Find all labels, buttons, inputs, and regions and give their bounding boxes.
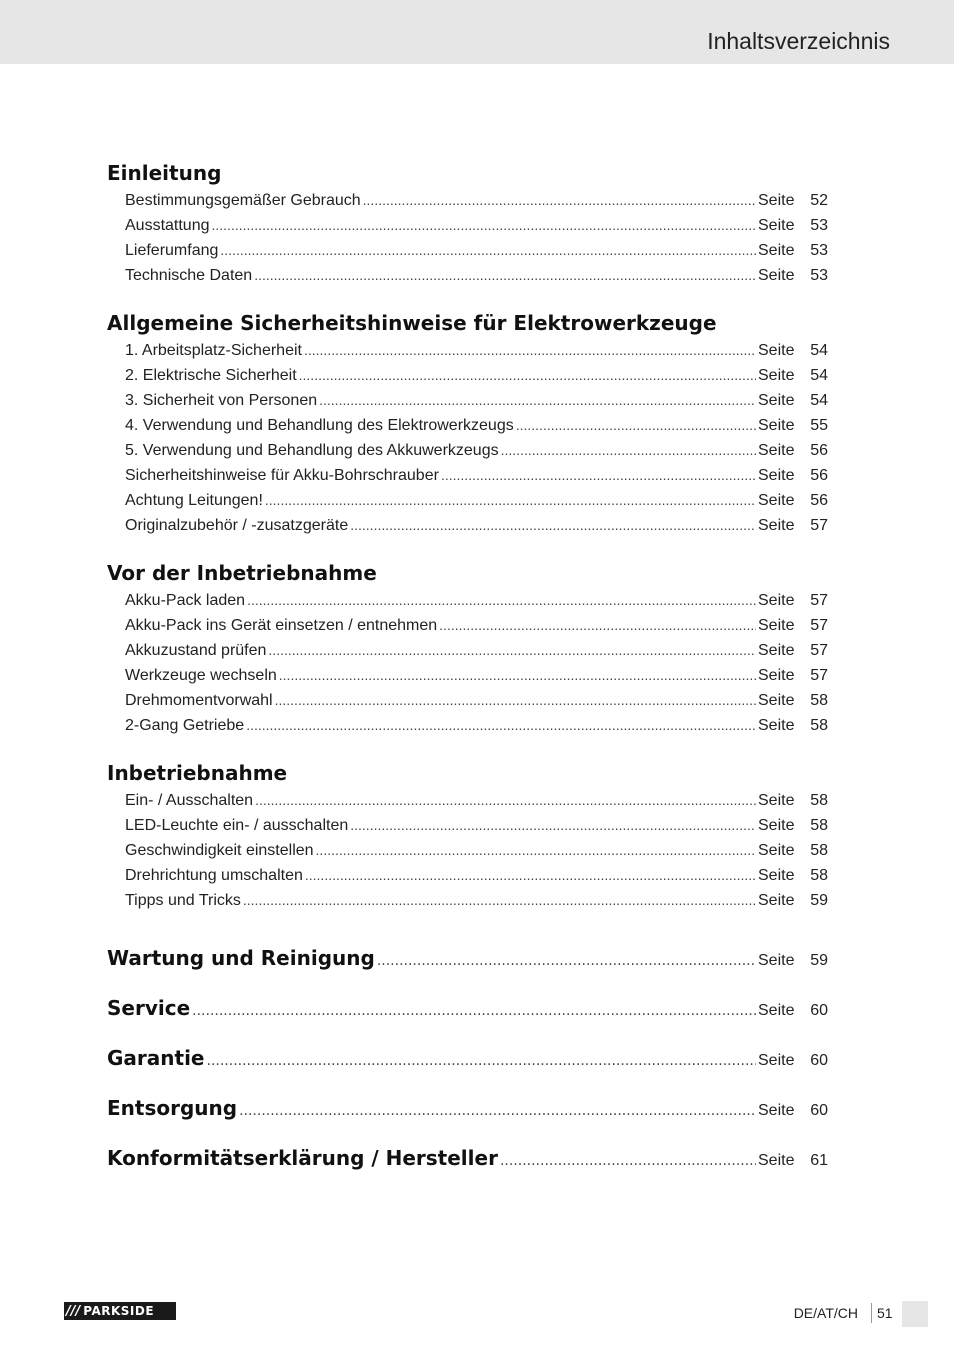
toc-entry-page: 55 [810, 417, 828, 434]
dot-leader [319, 388, 756, 413]
toc-chapter-entry [107, 983, 828, 1033]
toc-entry-seite: Seite [758, 717, 795, 734]
toc-entry [107, 263, 828, 288]
toc-entry-label: Akku-Pack ins Gerät einsetzen / entnehmen [125, 617, 438, 634]
toc-entry [107, 888, 828, 913]
chapter-seite: Seite [758, 1002, 795, 1019]
dot-leader [500, 1136, 756, 1186]
toc-entry-label: Technische Daten [125, 267, 253, 284]
dot-leader [212, 213, 757, 238]
toc-entry-page: 57 [810, 667, 828, 684]
toc-entry-page: 57 [810, 517, 828, 534]
toc-entry-page: 54 [810, 342, 828, 359]
dot-leader [501, 438, 756, 463]
toc-entry-page: 57 [810, 642, 828, 659]
dot-leader [316, 838, 756, 863]
toc-entry [107, 463, 828, 488]
toc-entry [107, 438, 828, 463]
toc-entry-label: 2. Elektrische Sicherheit [125, 367, 297, 384]
toc-section [107, 308, 828, 538]
dot-leader [516, 413, 756, 438]
dot-leader [363, 188, 756, 213]
toc-entry-page: 59 [810, 892, 828, 909]
header-bar [0, 0, 954, 64]
dot-leader [254, 263, 756, 288]
toc-entry-seite: Seite [758, 617, 795, 634]
toc-entry [107, 188, 828, 213]
chapter-page: 61 [810, 1152, 828, 1169]
toc-entry-seite: Seite [758, 642, 795, 659]
toc-entry-page: 56 [810, 467, 828, 484]
toc-entry-seite: Seite [758, 192, 795, 209]
toc-entry-page: 56 [810, 492, 828, 509]
chapter-heading: Entsorgung [107, 1096, 238, 1120]
dot-leader [275, 688, 756, 713]
toc-entry-label: Werkzeuge wechseln [125, 667, 277, 684]
chapter-heading: Service [107, 996, 191, 1020]
toc-entry-label: 3. Sicherheit von Personen [125, 392, 318, 409]
toc-chapter-entry [107, 1033, 828, 1083]
toc-entry [107, 238, 828, 263]
chapter-page: 60 [810, 1052, 828, 1069]
logo-stripes: /// [66, 1303, 81, 1319]
toc-entry-page: 57 [810, 592, 828, 609]
toc-entry-seite: Seite [758, 267, 795, 284]
toc-entry-seite: Seite [758, 342, 795, 359]
toc-entry-page: 54 [810, 367, 828, 384]
toc-entry-label: Akkuzustand prüfen [125, 642, 267, 659]
dot-leader [268, 638, 756, 663]
toc-entry-seite: Seite [758, 817, 795, 834]
toc-entry-page: 57 [810, 617, 828, 634]
toc-entry-label: Originalzubehör / -zusatzgeräte [125, 517, 349, 534]
toc-entry-seite: Seite [758, 417, 795, 434]
toc-entry [107, 388, 828, 413]
toc-entry-seite: Seite [758, 892, 795, 909]
toc-entry-seite: Seite [758, 592, 795, 609]
toc-entry [107, 813, 828, 838]
dot-leader [441, 463, 756, 488]
dot-leader [439, 613, 756, 638]
section-gap [107, 288, 828, 308]
dot-leader [265, 488, 756, 513]
footer-page-number: 51 [877, 1305, 893, 1321]
toc-entry-page: 58 [810, 692, 828, 709]
toc-entry-page: 58 [810, 867, 828, 884]
toc-entry [107, 513, 828, 538]
chapter-seite: Seite [758, 1102, 795, 1119]
toc-entry [107, 788, 828, 813]
toc-entry-page: 53 [810, 242, 828, 259]
toc-entry-label: 1. Arbeitsplatz-Sicherheit [125, 342, 302, 359]
toc-chapter-entry [107, 1083, 828, 1133]
toc-entry [107, 613, 828, 638]
dot-leader [255, 788, 756, 813]
dot-leader [299, 363, 756, 388]
section-gap [107, 738, 828, 758]
toc-entry-seite: Seite [758, 517, 795, 534]
toc-entry-page: 56 [810, 442, 828, 459]
dot-leader [192, 986, 756, 1036]
chapter-heading: Garantie [107, 1046, 205, 1070]
toc-entry-page: 53 [810, 217, 828, 234]
toc-entry-page: 58 [810, 717, 828, 734]
dot-leader [305, 863, 756, 888]
dot-leader [243, 888, 756, 913]
parkside-logo [64, 1302, 176, 1320]
toc-entry-seite: Seite [758, 667, 795, 684]
toc-entry [107, 413, 828, 438]
chapter-seite: Seite [758, 1052, 795, 1069]
toc-entry-page: 58 [810, 817, 828, 834]
footer-divider [871, 1303, 872, 1323]
toc-entry-label: Geschwindigkeit einstellen [125, 842, 314, 859]
dot-leader [239, 1086, 756, 1136]
toc-entry-seite: Seite [758, 442, 795, 459]
toc-entry [107, 863, 828, 888]
dot-leader [304, 338, 756, 363]
chapter-heading: Wartung und Reinigung [107, 946, 375, 970]
toc-entry-label: Sicherheitshinweise für Akku-Bohrschrauber [125, 467, 439, 484]
dot-leader [350, 813, 756, 838]
toc-entry [107, 213, 828, 238]
toc-entry-label: Lieferumfang [125, 242, 219, 259]
toc-entry-label: Ein- / Ausschalten [125, 792, 254, 809]
footer-language-codes: DE/AT/CH [793, 1305, 858, 1321]
toc-entry [107, 588, 828, 613]
toc-entry [107, 488, 828, 513]
chapter-heading: Konformitätserklärung / Hersteller [107, 1146, 498, 1170]
toc-section [107, 158, 828, 288]
section-gap [107, 538, 828, 558]
dot-leader [246, 713, 756, 738]
toc-entry-seite: Seite [758, 792, 795, 809]
toc-entry-label: Ausstattung [125, 217, 210, 234]
toc-entry [107, 338, 828, 363]
section-gap [107, 913, 828, 933]
toc-entry-label: 5. Verwendung und Behandlung des Akkuwerkzeugs [125, 442, 499, 459]
toc-entry-seite: Seite [758, 367, 795, 384]
chapter-page: 60 [810, 1002, 828, 1019]
toc-entry [107, 688, 828, 713]
toc-entry-label: 4. Verwendung und Behandlung des Elektrowerkzeugs [125, 417, 514, 434]
toc-entry [107, 663, 828, 688]
toc-entry-seite: Seite [758, 492, 795, 509]
toc-entry-page: 54 [810, 392, 828, 409]
toc-entry-seite: Seite [758, 242, 795, 259]
chapter-page: 59 [810, 952, 828, 969]
toc-entry [107, 838, 828, 863]
dot-leader [279, 663, 756, 688]
toc-entry-seite: Seite [758, 392, 795, 409]
toc-entry-seite: Seite [758, 217, 795, 234]
toc-entry-page: 52 [810, 192, 828, 209]
dot-leader [247, 588, 756, 613]
toc-section [107, 758, 828, 913]
chapter-seite: Seite [758, 1152, 795, 1169]
toc-entry-label: Achtung Leitungen! [125, 492, 263, 509]
toc-entry-label: LED-Leuchte ein- / ausschalten [125, 817, 349, 834]
dot-leader [220, 238, 756, 263]
toc-entry-label: Akku-Pack laden [125, 592, 246, 609]
toc-section [107, 558, 828, 738]
toc-entry-label: Bestimmungsgemäßer Gebrauch [125, 192, 361, 209]
dot-leader [377, 936, 756, 986]
toc-entry-seite: Seite [758, 842, 795, 859]
section-heading: Allgemeine Sicherheitshinweise für Elektrowerkzeuge [107, 311, 717, 335]
section-heading: Vor der Inbetriebnahme [107, 561, 377, 585]
toc-entry-label: 2-Gang Getriebe [125, 717, 245, 734]
toc-entry [107, 363, 828, 388]
section-heading: Einleitung [107, 161, 222, 185]
dot-leader [350, 513, 756, 538]
logo-brand: PARKSIDE [83, 1304, 155, 1318]
toc-entry [107, 713, 828, 738]
toc-entry-page: 58 [810, 792, 828, 809]
toc-entry-label: Tipps und Tricks [125, 892, 241, 909]
toc-entry-label: Drehmomentvorwahl [125, 692, 273, 709]
dot-leader [207, 1036, 757, 1086]
footer-tab-marker [902, 1301, 928, 1327]
toc-entry [107, 638, 828, 663]
toc-entry-page: 53 [810, 267, 828, 284]
chapter-seite: Seite [758, 952, 795, 969]
section-heading: Inbetriebnahme [107, 761, 288, 785]
toc-entry-seite: Seite [758, 467, 795, 484]
toc-entry-seite: Seite [758, 867, 795, 884]
page-title: Inhaltsverzeichnis [707, 28, 890, 54]
toc-chapter-entry [107, 933, 828, 983]
chapter-page: 60 [810, 1102, 828, 1119]
table-of-contents [107, 158, 828, 1183]
toc-entry-seite: Seite [758, 692, 795, 709]
toc-chapter-entry [107, 1133, 828, 1183]
toc-entry-page: 58 [810, 842, 828, 859]
toc-entry-label: Drehrichtung umschalten [125, 867, 303, 884]
